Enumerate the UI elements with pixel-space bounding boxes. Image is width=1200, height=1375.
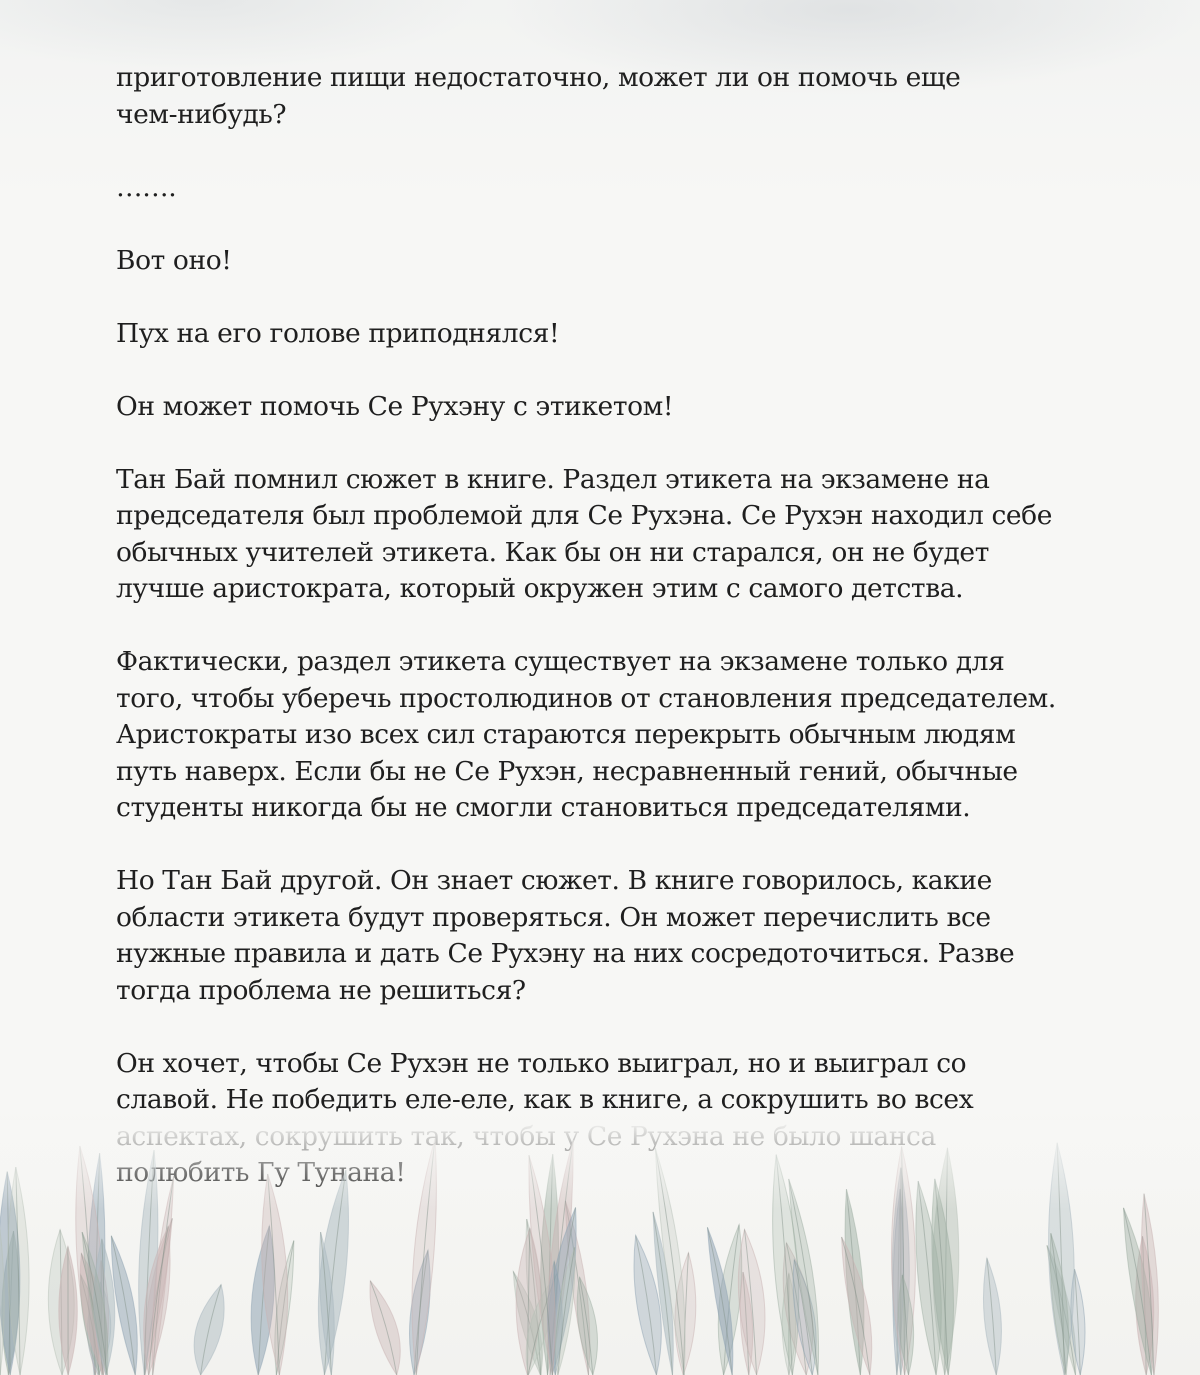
text-line: Но Тан Бай другой. Он знает сюжет. В книге говорилось, какие bbox=[116, 865, 992, 896]
paragraph-3 bbox=[116, 243, 1116, 280]
paragraph-4 bbox=[116, 316, 1116, 353]
text-line: Фактически, раздел этикета существует на экзамене только для bbox=[116, 646, 1005, 677]
text-line: студенты никогда бы не смогли становиться председателями. bbox=[116, 792, 971, 823]
paragraph-7 bbox=[116, 644, 1116, 827]
text-line: Тан Бай помнил сюжет в книге. Раздел этикета на экзамене на bbox=[116, 463, 990, 495]
text-line: лучше аристократа, который окружен этим с самого детства. bbox=[116, 573, 964, 604]
text-line: приготовление пищи недостаточно, может ли он помочь еще bbox=[116, 62, 961, 93]
text-line: области этикета будут проверяться. Он может перечислить все bbox=[116, 901, 991, 933]
text-line: тогда проблема не решиться? bbox=[116, 974, 526, 1006]
text-line: Аристократы изо всех сил стараются перекрыть обычным людям bbox=[116, 719, 1016, 750]
text-line: председателя был проблемой для Се Рухэна. Се Рухэн находил себе bbox=[116, 500, 1053, 531]
text-line: чем-нибудь? bbox=[116, 98, 287, 130]
text-line: Вот оно! bbox=[116, 244, 232, 276]
text-line: обычных учителей этикета. Как бы он ни старался, он не будет bbox=[116, 536, 989, 568]
text-line: путь наверх. Если бы не Се Рухэн, несравненный гений, обычные bbox=[116, 755, 1018, 787]
text-line: Он хочет, чтобы Се Рухэн не только выиграл, но и выиграл со bbox=[116, 1047, 967, 1079]
text-line: славой. Не победить еле-еле, как в книге, а сокрушить во всех bbox=[116, 1084, 974, 1115]
text-line: того, чтобы уберечь простолюдинов от становления председателем. bbox=[116, 682, 1056, 714]
paragraph-5 bbox=[116, 389, 1116, 426]
paragraph-2 bbox=[116, 170, 1116, 207]
paragraph-1 bbox=[116, 60, 1116, 133]
fern-leaves-decoration-icon bbox=[0, 1120, 1200, 1375]
paragraph-6 bbox=[116, 462, 1116, 608]
story-text bbox=[116, 60, 1116, 1228]
text-line: ……. bbox=[116, 171, 177, 203]
paragraph-8 bbox=[116, 863, 1116, 1009]
text-line: Он может помочь Се Рухэну с этикетом! bbox=[116, 390, 674, 422]
text-line: нужные правила и дать Се Рухэну на них сосредоточиться. Разве bbox=[116, 938, 1015, 969]
text-line: Пух на его голове приподнялся! bbox=[116, 317, 560, 349]
